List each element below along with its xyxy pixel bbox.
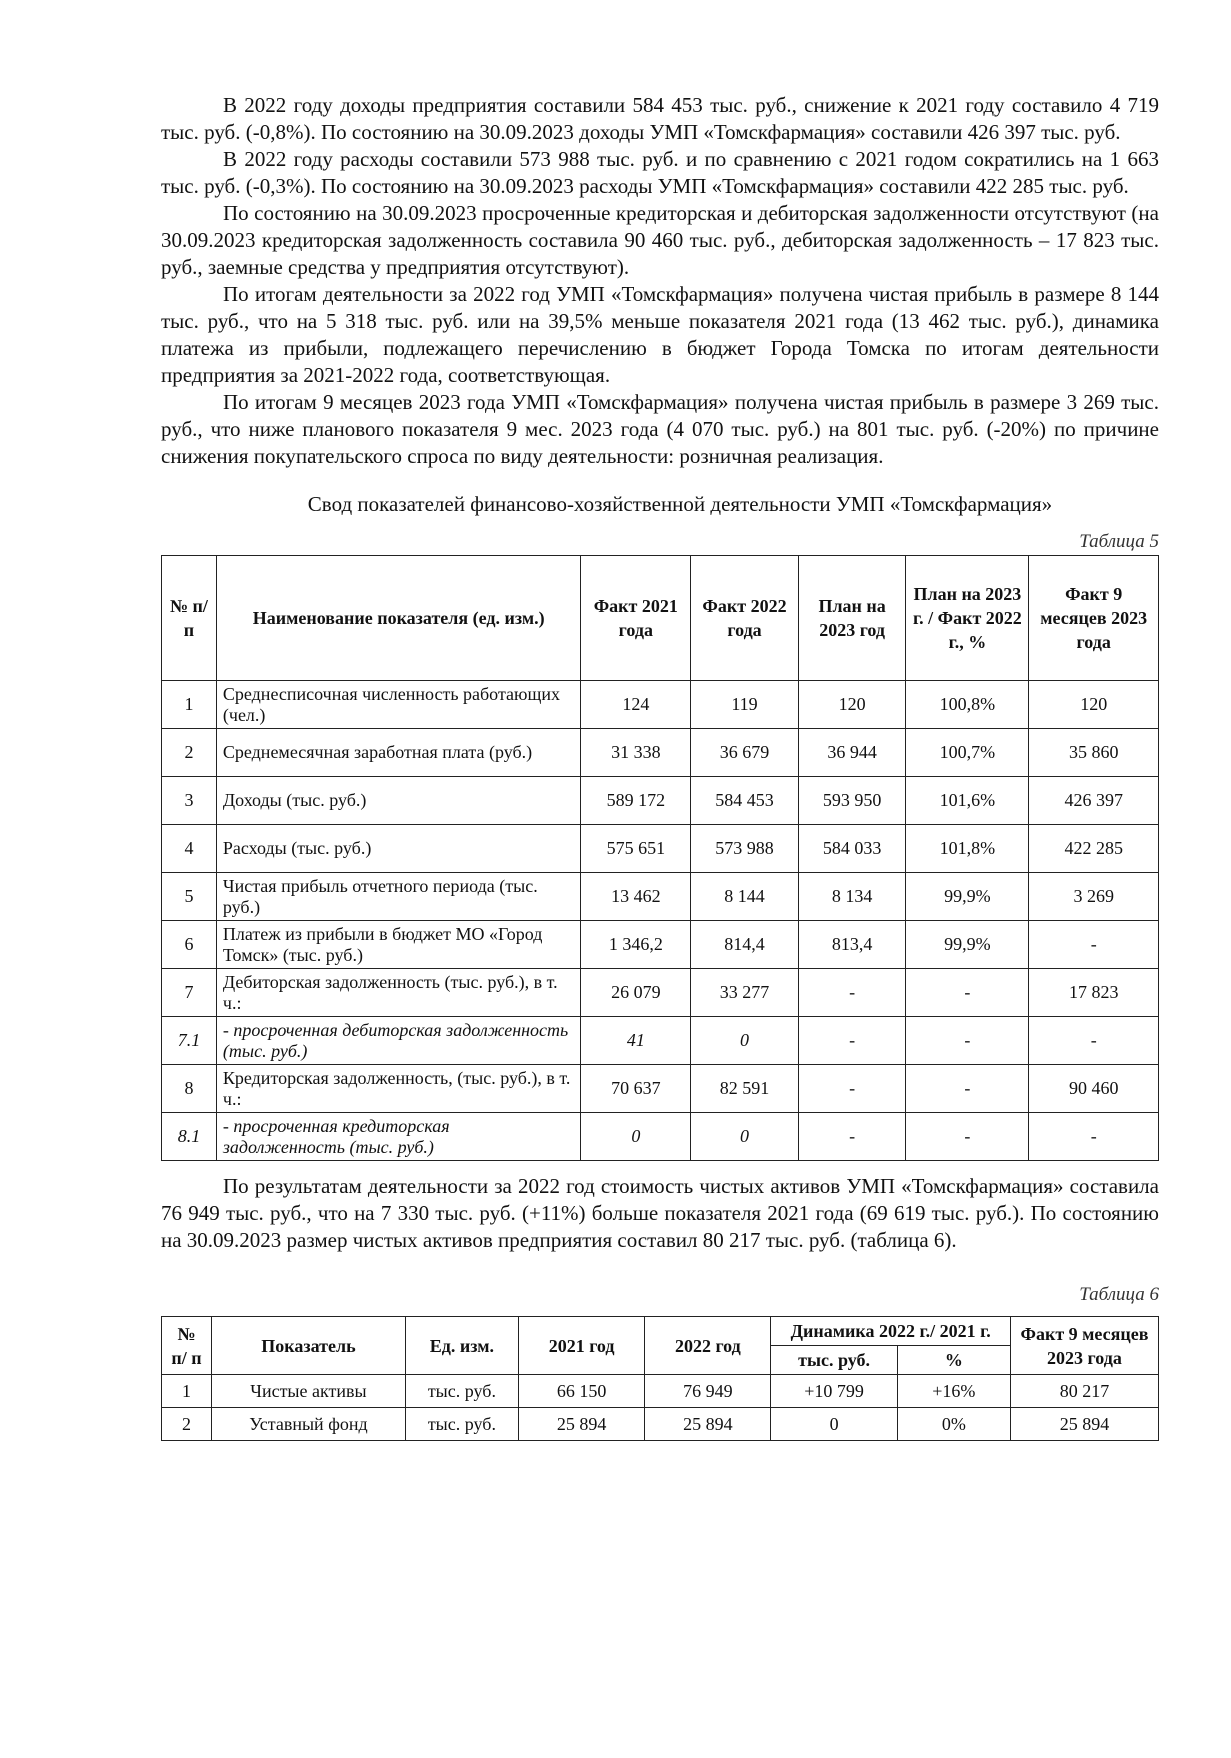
table5-header-name: Наименование показателя (ед. изм.) [216, 556, 581, 681]
table5-row [162, 921, 1159, 969]
table5-row [162, 1113, 1159, 1161]
table6-row [162, 1375, 1159, 1408]
table6-row [162, 1408, 1159, 1441]
table5-header-row [162, 556, 1159, 681]
table6-header-row [162, 1317, 1159, 1346]
table5-cell-plan2023: 593 950 [798, 777, 906, 825]
table5-header-fact2021: Факт 2021 года [581, 556, 691, 681]
table6-label: Таблица 6 [1079, 1284, 1159, 1305]
table5-cell-fact2022: 82 591 [691, 1065, 799, 1113]
table5-cell-plan-vs-fact: - [906, 1113, 1029, 1161]
table5-cell-fact2021: 575 651 [581, 825, 691, 873]
paragraph-profit-2022: По итогам деятельности за 2022 год УМП «Томскфармация» получена чистая прибыль в размере 8 144 тыс. руб., что на 5 318 тыс. руб. или на 39,5% меньше показателя 2021 года (13 462 тыс. руб.), динамика платежа из прибыли, подлежащего перечислению в бюджет Города Томска по итогам деятельности предприятия за 2021-2022 года, соответствующая. [161, 282, 1159, 387]
table5-cell-fact2022: 584 453 [691, 777, 799, 825]
paragraph-profit-9m-2023: По итогам 9 месяцев 2023 года УМП «Томскфармация» получена чистая прибыль в размере 3 269 тыс. руб., что ниже планового показателя 9 мес. 2023 года (4 070 тыс. руб.) на 801 тыс. руб. (-20%) по причине снижения покупательского спроса по виду деятельности: розничная реализация. [161, 390, 1159, 468]
table5-cell-fact2021: 124 [581, 681, 691, 729]
table6-cell-num: 1 [162, 1375, 212, 1408]
table6-cell-2021: 25 894 [518, 1408, 644, 1441]
table5-cell-num: 5 [162, 873, 217, 921]
table5-cell-plan2023: - [798, 1113, 906, 1161]
table5-cell-fact9m: 3 269 [1029, 873, 1159, 921]
table5-cell-num: 7.1 [162, 1017, 217, 1065]
table5-cell-num: 6 [162, 921, 217, 969]
table5-header-plan-vs-fact: План на 2023 г. / Факт 2022 г., % [906, 556, 1029, 681]
table5-row [162, 777, 1159, 825]
table5-cell-fact9m: 426 397 [1029, 777, 1159, 825]
table5-cell-fact2021: 1 346,2 [581, 921, 691, 969]
table5-row [162, 681, 1159, 729]
table6-cell-unit: тыс. руб. [405, 1375, 518, 1408]
table6-cell-dyn-abs: 0 [771, 1408, 897, 1441]
table5-cell-plan2023: 8 134 [798, 873, 906, 921]
table6-header-2021: 2021 год [518, 1317, 644, 1375]
table6-header-dyn-pct: % [897, 1346, 1010, 1375]
table5-cell-fact9m: 90 460 [1029, 1065, 1159, 1113]
table6-cell-unit: тыс. руб. [405, 1408, 518, 1441]
table5-cell-name: Среднемесячная заработная плата (руб.) [216, 729, 581, 777]
table5-cell-name: - просроченная дебиторская задолженность (тыс. руб.) [216, 1017, 581, 1065]
table5-cell-fact2022: 36 679 [691, 729, 799, 777]
table-financial-indicators [161, 555, 1159, 1161]
table5-cell-fact2022: 0 [691, 1017, 799, 1065]
table5-cell-fact2021: 13 462 [581, 873, 691, 921]
table5-header-num: № п/п [162, 556, 217, 681]
table5-cell-num: 8 [162, 1065, 217, 1113]
table6-cell-dyn-pct: 0% [897, 1408, 1010, 1441]
table5-cell-plan-vs-fact: 100,8% [906, 681, 1029, 729]
table5-cell-fact2021: 31 338 [581, 729, 691, 777]
table5-cell-fact2022: 119 [691, 681, 799, 729]
table5-cell-name: Кредиторская задолженность, (тыс. руб.), в т. ч.: [216, 1065, 581, 1113]
table5-cell-plan-vs-fact: - [906, 1017, 1029, 1065]
table5-row [162, 825, 1159, 873]
paragraph-income: В 2022 году доходы предприятия составили 584 453 тыс. руб., снижение к 2021 году составило 4 719 тыс. руб. (-0,8%). По состоянию на 30.09.2023 доходы УМП «Томскфармация» составили 426 397 тыс. руб. [161, 93, 1159, 144]
table6-cell-dyn-pct: +16% [897, 1375, 1010, 1408]
table5-cell-name: Доходы (тыс. руб.) [216, 777, 581, 825]
table5-cell-plan2023: - [798, 1017, 906, 1065]
table5-row [162, 1065, 1159, 1113]
table5-header-plan2023: План на 2023 год [798, 556, 906, 681]
table5-cell-fact9m: 120 [1029, 681, 1159, 729]
table6-header-fact9m: Факт 9 месяцев 2023 года [1010, 1317, 1158, 1375]
table6-cell-indicator: Чистые активы [212, 1375, 406, 1408]
table5-cell-fact9m: 35 860 [1029, 729, 1159, 777]
table6-cell-2021: 66 150 [518, 1375, 644, 1408]
table5-cell-plan2023: 120 [798, 681, 906, 729]
table5-cell-name: Платеж из прибыли в бюджет МО «Город Томск» (тыс. руб.) [216, 921, 581, 969]
table5-cell-plan-vs-fact: 99,9% [906, 873, 1029, 921]
table5-cell-plan2023: - [798, 969, 906, 1017]
table5-cell-fact9m: 17 823 [1029, 969, 1159, 1017]
table5-header-fact2022: Факт 2022 года [691, 556, 799, 681]
table5-cell-num: 3 [162, 777, 217, 825]
table6-header-dyn-abs: тыс. руб. [771, 1346, 897, 1375]
table5-cell-num: 7 [162, 969, 217, 1017]
table5-cell-fact2021: 26 079 [581, 969, 691, 1017]
table5-cell-fact2022: 814,4 [691, 921, 799, 969]
table5-cell-fact2021: 70 637 [581, 1065, 691, 1113]
table6-cell-fact9m: 25 894 [1010, 1408, 1158, 1441]
table6-header-num: № п/ п [162, 1317, 212, 1375]
table6-cell-2022: 25 894 [645, 1408, 771, 1441]
table5-row [162, 729, 1159, 777]
table6-cell-num: 2 [162, 1408, 212, 1441]
table6-cell-2022: 76 949 [645, 1375, 771, 1408]
table5-cell-num: 2 [162, 729, 217, 777]
table5-cell-fact2022: 0 [691, 1113, 799, 1161]
table-net-assets [161, 1316, 1159, 1441]
table5-cell-plan2023: 584 033 [798, 825, 906, 873]
table5-cell-plan-vs-fact: 99,9% [906, 921, 1029, 969]
table5-header-fact9m: Факт 9 месяцев 2023 года [1029, 556, 1159, 681]
table5-cell-fact9m: - [1029, 1113, 1159, 1161]
table5-cell-fact9m: - [1029, 1017, 1159, 1065]
table5-cell-fact2021: 589 172 [581, 777, 691, 825]
table5-row [162, 1017, 1159, 1065]
table6-cell-dyn-abs: +10 799 [771, 1375, 897, 1408]
table5-cell-fact2022: 573 988 [691, 825, 799, 873]
paragraph-expenses: В 2022 году расходы составили 573 988 тыс. руб. и по сравнению с 2021 годом сократились на 1 663 тыс. руб. (-0,3%). По состоянию на 30.09.2023 расходы УМП «Томскфармация» составили 422 285 тыс. руб. [161, 147, 1159, 198]
table5-cell-plan2023: - [798, 1065, 906, 1113]
paragraph-debts: По состоянию на 30.09.2023 просроченные кредиторская и дебиторская задолженности отсутствуют (на 30.09.2023 кредиторская задолженность составила 90 460 тыс. руб., дебиторская задолженность – 17 823 тыс. руб., заемные средства у предприятия отсутствуют). [161, 201, 1159, 279]
table6-cell-indicator: Уставный фонд [212, 1408, 406, 1441]
table5-cell-name: Расходы (тыс. руб.) [216, 825, 581, 873]
document-page [161, 92, 1159, 1441]
table6-header-dynamics: Динамика 2022 г./ 2021 г. [771, 1317, 1010, 1346]
table6-cell-fact9m: 80 217 [1010, 1375, 1158, 1408]
table5-cell-plan2023: 813,4 [798, 921, 906, 969]
table5-row [162, 873, 1159, 921]
table5-cell-fact9m: 422 285 [1029, 825, 1159, 873]
table5-cell-num: 4 [162, 825, 217, 873]
table5-cell-plan-vs-fact: 100,7% [906, 729, 1029, 777]
paragraph-net-assets: По результатам деятельности за 2022 год стоимость чистых активов УМП «Томскфармация» составила 76 949 тыс. руб., что на 7 330 тыс. руб. (+11%) больше показателя 2021 года (69 619 тыс. руб.). По состоянию на 30.09.2023 размер чистых активов предприятия составил 80 217 тыс. руб. (таблица 6). [161, 1174, 1159, 1252]
table5-cell-num: 1 [162, 681, 217, 729]
table5-row [162, 969, 1159, 1017]
table5-label: Таблица 5 [1079, 531, 1159, 552]
table5-cell-plan-vs-fact: 101,6% [906, 777, 1029, 825]
table5-cell-fact2022: 33 277 [691, 969, 799, 1017]
table5-cell-plan-vs-fact: - [906, 1065, 1029, 1113]
table5-cell-name: Чистая прибыль отчетного периода (тыс. руб.) [216, 873, 581, 921]
table5-cell-fact2021: 41 [581, 1017, 691, 1065]
table5-cell-name: Дебиторская задолженность (тыс. руб.), в т. ч.: [216, 969, 581, 1017]
table5-cell-name: - просроченная кредиторская задолженность (тыс. руб.) [216, 1113, 581, 1161]
table6-header-unit: Ед. изм. [405, 1317, 518, 1375]
table6-header-indicator: Показатель [212, 1317, 406, 1375]
table5-cell-fact2021: 0 [581, 1113, 691, 1161]
table5-cell-plan-vs-fact: - [906, 969, 1029, 1017]
table5-cell-name: Среднесписочная численность работающих (чел.) [216, 681, 581, 729]
table6-header-2022: 2022 год [645, 1317, 771, 1375]
table5-caption: Свод показателей финансово-хозяйственной деятельности УМП «Томскфармация» [307, 492, 1053, 516]
table5-cell-plan2023: 36 944 [798, 729, 906, 777]
table5-cell-fact2022: 8 144 [691, 873, 799, 921]
table5-cell-num: 8.1 [162, 1113, 217, 1161]
table5-cell-plan-vs-fact: 101,8% [906, 825, 1029, 873]
table5-cell-fact9m: - [1029, 921, 1159, 969]
